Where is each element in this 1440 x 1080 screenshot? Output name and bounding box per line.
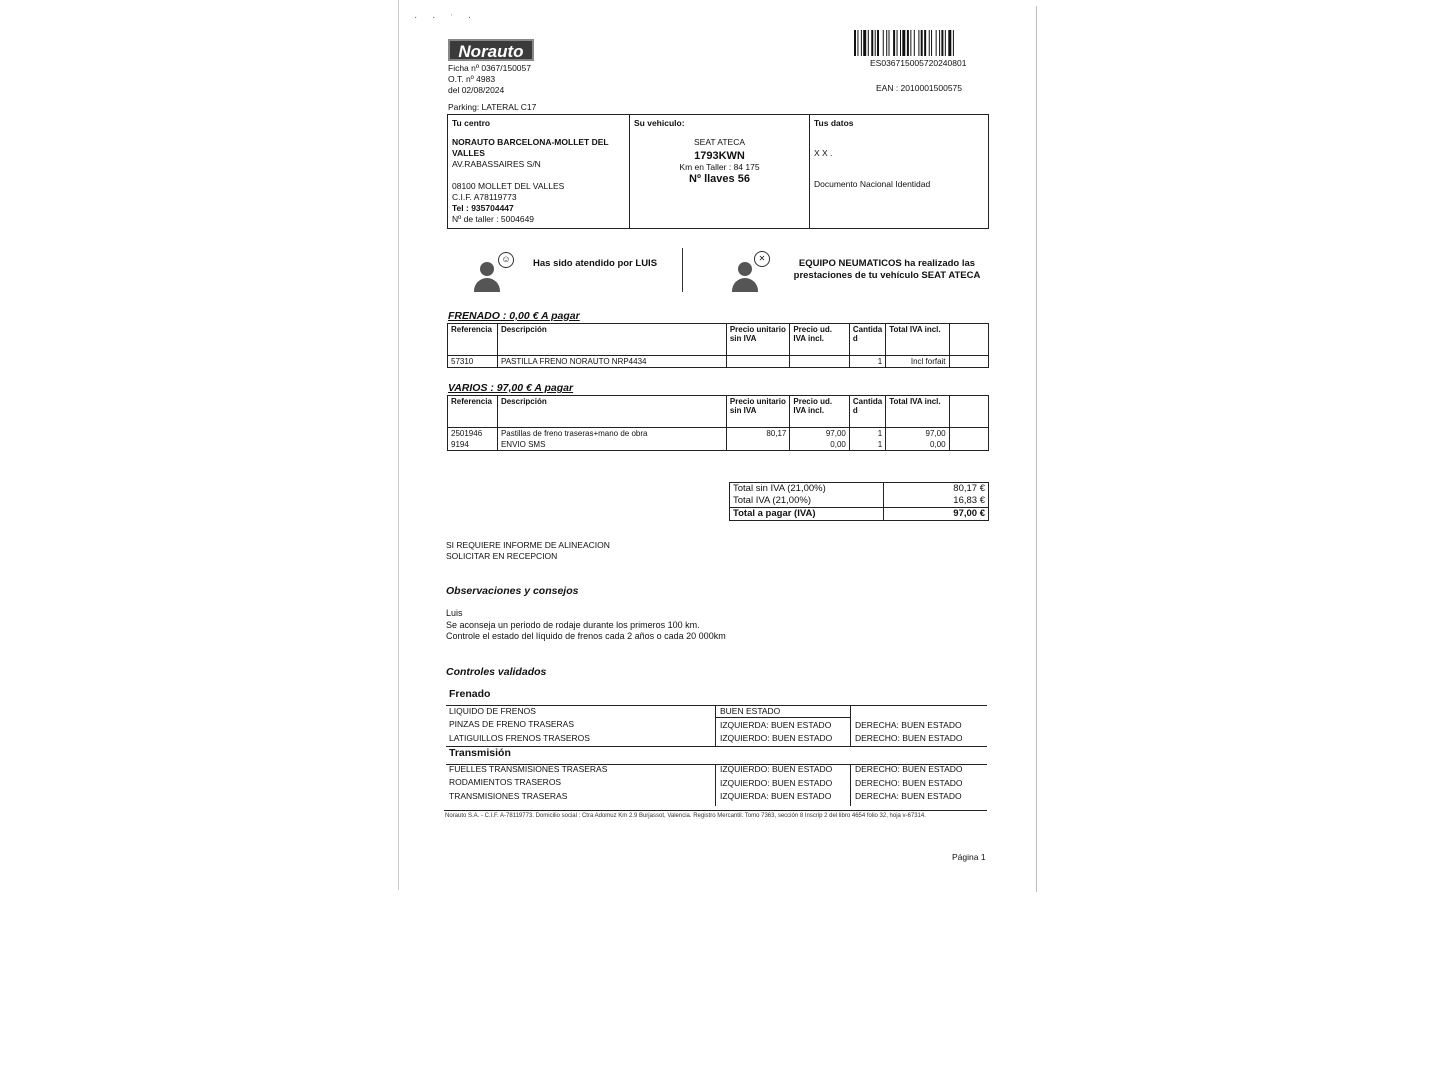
col-precio-iva: Precio ud. IVA incl. (790, 324, 850, 356)
centro-column (448, 115, 630, 228)
transmision-controls-divider2 (850, 764, 851, 806)
total-iva-value: 16,83 € (953, 495, 985, 506)
table-row (448, 356, 989, 368)
cell-pu (726, 356, 790, 368)
document-date: del 02/08/2024 (448, 85, 505, 95)
atendido-text: Has sido atendido por LUIS (533, 258, 658, 269)
total-iva-label: Total IVA (21,00%) (730, 495, 884, 508)
control-left: IZQUIERDO: BUEN ESTADO (720, 733, 833, 743)
controles-title: Controles validados (446, 666, 547, 678)
datos-title: Tus datos (814, 118, 854, 128)
datos-name: X X . (814, 148, 833, 158)
cell-piva: 97,00 (790, 428, 849, 440)
norauto-logo: Norauto (448, 39, 534, 61)
vehiculo-plate: 1793KWN (694, 150, 745, 162)
vehiculo-title: Su vehiculo: (634, 118, 685, 128)
col-precio-sin-iva: Precio unitario sin IVA (726, 396, 790, 428)
centro-city: 08100 MOLLET DEL VALLES (452, 181, 565, 191)
control-right: DERECHO: BUEN ESTADO (855, 733, 963, 743)
cell-qty: 1 (849, 428, 885, 440)
equipo-line1: EQUIPO NEUMATICOS ha realizado las (798, 258, 976, 269)
cell-pu: 80,17 (726, 428, 790, 440)
frenado-section-title: FRENADO : 0,00 € A pagar (448, 310, 580, 322)
cell-ref: 57310 (448, 356, 498, 368)
total-sin-iva-label: Total sin IVA (21,00%) (730, 483, 884, 496)
cell-ref: 9194 (448, 439, 498, 451)
control-left: IZQUIERDO: BUEN ESTADO (720, 764, 833, 774)
centro-taller: Nº de taller : 5004649 (452, 214, 535, 224)
col-cantidad: Cantida d (849, 396, 885, 428)
observaciones-title: Observaciones y consejos (446, 585, 579, 597)
parking-location: Parking: LATERAL C17 (448, 102, 537, 112)
cell-qty: 1 (849, 439, 885, 451)
scan-edge-right (1036, 6, 1037, 892)
col-descripcion: Descripción (497, 324, 726, 356)
frenado-controls-bottom-rule (446, 746, 987, 747)
centro-cif: C.I.F. A78119773 (452, 192, 517, 202)
observaciones-text (446, 608, 726, 643)
ficha-number: Ficha nº 0367/150057 (448, 63, 531, 73)
observaciones-line2: Se aconseja un periodo de rodaje durante los primeros 100 km. (446, 619, 700, 630)
scan-edge-left (398, 0, 399, 890)
cell-blank (949, 356, 988, 368)
control-left: IZQUIERDO: BUEN ESTADO (720, 778, 833, 788)
cell-qty: 1 (849, 356, 885, 368)
table-row (448, 439, 989, 451)
vehiculo-llaves: Nº llaves 56 (689, 173, 750, 185)
control-underline (715, 717, 850, 718)
total-pagar-label: Total a pagar (IVA) (730, 508, 884, 521)
control-right: DERECHA: BUEN ESTADO (855, 720, 962, 730)
col-blank (949, 324, 988, 356)
col-total: Total IVA incl. (886, 396, 949, 428)
totals-row (730, 483, 989, 496)
scan-specks: · · ˑ · (414, 12, 478, 23)
datos-column (810, 115, 990, 228)
varios-section-title: VARIOS : 97,00 € A pagar (448, 382, 574, 394)
barcode-number: ES036715005720240801 (870, 58, 967, 68)
control-left: BUEN ESTADO (720, 706, 781, 716)
total-sin-iva-value: 80,17 € (953, 483, 985, 494)
footer-rule (444, 810, 987, 811)
frenado-controls-divider2 (850, 705, 851, 747)
legal-footer: Norauto S.A. - C.I.F. A-78119773. Domicilio social : Ctra Adomuz Km 2.9 Burjassot, Valencia. Registro Mercantil. Tomo 7363, sección 8 Inscrip 2 del libro 4654 folio 32, hoja v-67314. (445, 813, 926, 819)
cell-piva (790, 356, 850, 368)
frenado-table-header (448, 324, 989, 356)
totals-table (729, 482, 989, 521)
ot-number: O.T. nº 4983 (448, 74, 496, 84)
centro-address: AV.RABASSAIRES S/N (452, 159, 541, 169)
frenado-table (447, 323, 989, 368)
col-referencia: Referencia (448, 324, 498, 356)
cell-total: 0,00 (886, 439, 949, 451)
equipo-text (786, 258, 988, 282)
cell-blank (949, 439, 988, 451)
control-item: RODAMIENTOS TRASEROS (449, 777, 562, 787)
total-pagar-value: 97,00 € (884, 508, 989, 521)
col-precio-iva: Precio ud. IVA incl. (790, 396, 849, 428)
datos-document: Documento Nacional Identidad (814, 179, 931, 189)
col-blank (949, 396, 988, 428)
cell-pu (726, 439, 790, 451)
transmision-controls-title: Transmisión (449, 747, 511, 759)
cell-piva: 0,00 (790, 439, 849, 451)
cell-total: 97,00 (886, 428, 949, 440)
equipo-line2: prestaciones de tu vehículo SEAT ATECA (793, 270, 981, 281)
transmision-controls-divider1 (715, 764, 716, 806)
control-item: TRANSMISIONES TRASERAS (449, 791, 568, 801)
control-right: DERECHO: BUEN ESTADO (855, 764, 963, 774)
control-right: DERECHO: BUEN ESTADO (855, 778, 963, 788)
table-row (448, 428, 989, 440)
col-referencia: Referencia (448, 396, 498, 428)
cell-total: Incl forfait (886, 356, 949, 368)
control-left: IZQUIERDA: BUEN ESTADO (720, 791, 832, 801)
page-number: Página 1 (952, 852, 986, 862)
totals-row (730, 495, 989, 508)
attention-divider (682, 248, 683, 292)
cell-blank (949, 428, 988, 440)
control-right: DERECHA: BUEN ESTADO (855, 791, 962, 801)
observaciones-line3: Controle el estado del líquido de frenos cada 2 años o cada 20 000km (446, 631, 726, 641)
vehiculo-model: SEAT ATECA (693, 137, 746, 147)
observaciones-line1: Luis (446, 608, 463, 618)
control-item: LIQUIDO DE FRENOS (449, 706, 536, 716)
control-item: FUELLES TRANSMISIONES TRASERAS (449, 764, 608, 774)
info-box (447, 114, 989, 229)
control-item: PINZAS DE FRENO TRASERAS (449, 719, 575, 729)
centro-title: Tu centro (452, 118, 491, 128)
control-left: IZQUIERDA: BUEN ESTADO (720, 720, 832, 730)
totals-row (730, 508, 989, 521)
varios-table-header (448, 396, 989, 428)
cell-desc: Pastillas de freno traseras+mano de obra (497, 428, 726, 440)
vehiculo-column (630, 115, 810, 228)
cell-ref: 2501946 (448, 428, 498, 440)
col-cantidad: Cantida d (849, 324, 885, 356)
alineacion-line1: SI REQUIERE INFORME DE ALINEACION (446, 540, 610, 550)
centro-tel: Tel : 935704447 (452, 203, 514, 213)
barcode-image (854, 30, 986, 56)
control-item: LATIGUILLOS FRENOS TRASEROS (449, 733, 590, 743)
frenado-controls-divider1 (715, 705, 716, 747)
ean-code: EAN : 2010001500575 (876, 83, 963, 93)
advisor-icon: ☺ (474, 252, 518, 294)
alineacion-line2: SOLICITAR EN RECEPCION (446, 551, 558, 561)
varios-table (447, 395, 989, 451)
technician-icon: ✕ (728, 251, 774, 293)
vehiculo-km: Km en Taller : 84 175 (679, 162, 760, 172)
frenado-controls-title: Frenado (449, 688, 491, 700)
cell-desc: ENVIO SMS (497, 439, 726, 451)
centro-name: NORAUTO BARCELONA-MOLLET DEL VALLES (452, 137, 609, 158)
col-precio-sin-iva: Precio unitario sin IVA (726, 324, 790, 356)
col-total: Total IVA incl. (886, 324, 949, 356)
col-descripcion: Descripción (497, 396, 726, 428)
cell-desc: PASTILLA FRENO NORAUTO NRP4434 (497, 356, 726, 368)
